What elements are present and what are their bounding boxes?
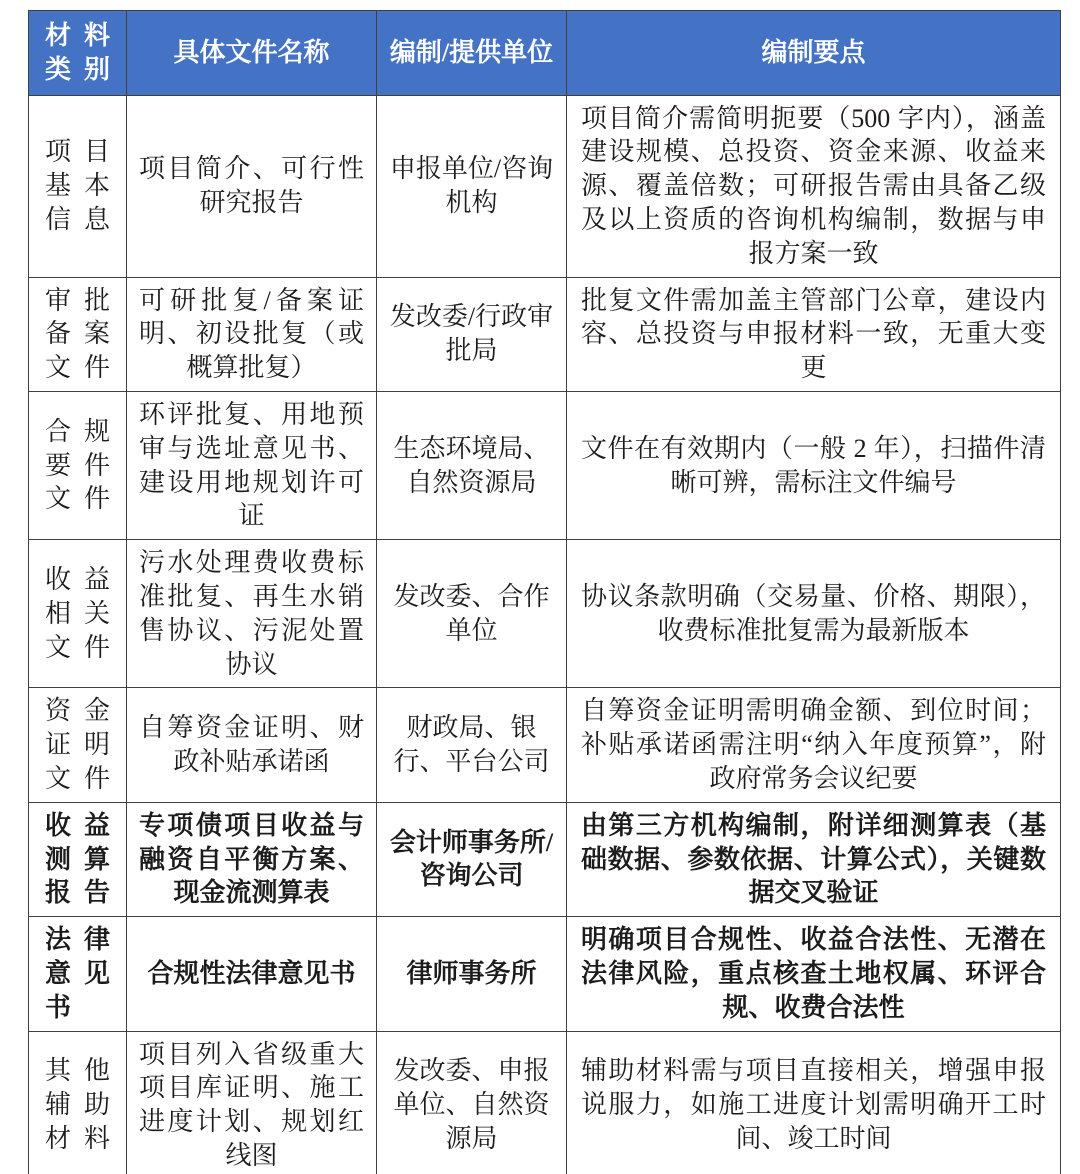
- documents-cell: 合规性法律意见书: [127, 917, 377, 1031]
- category-cell: 其他辅助材料: [29, 1031, 127, 1174]
- table-header: [29, 11, 1061, 96]
- category-cell: 法律意见书: [29, 917, 127, 1031]
- documents-cell: 污水处理费收费标准批复、再生水销售协议、污泥处置协议: [127, 540, 377, 688]
- table-row: [29, 1031, 1061, 1174]
- unit-cell: 发改委、申报单位、自然资源局: [377, 1031, 567, 1174]
- table-row: [29, 95, 1061, 277]
- table-row: [29, 391, 1061, 539]
- table-body: [29, 95, 1061, 1174]
- materials-table: [28, 10, 1061, 1174]
- table-row: [29, 688, 1061, 802]
- column-header-points: 编制要点: [567, 11, 1061, 96]
- documents-cell: 自筹资金证明、财政补贴承诺函: [127, 688, 377, 802]
- unit-cell: 发改委、合作单位: [377, 540, 567, 688]
- documents-cell: 项目简介、可行性研究报告: [127, 95, 377, 277]
- category-cell: 项目基本信息: [29, 95, 127, 277]
- header-row: [29, 11, 1061, 96]
- category-cell: 收益测算报告: [29, 802, 127, 916]
- points-cell: 自筹资金证明需明确金额、到位时间；补贴承诺函需注明“纳入年度预算”，附政府常务会议纪要: [567, 688, 1061, 802]
- table-row: [29, 802, 1061, 916]
- category-cell: 审批备案文件: [29, 277, 127, 391]
- unit-cell: 申报单位/咨询机构: [377, 95, 567, 277]
- column-header-unit: 编制/提供单位: [377, 11, 567, 96]
- category-cell: 合规要件文件: [29, 391, 127, 539]
- points-cell: 由第三方机构编制，附详细测算表（基础数据、参数依据、计算公式），关键数据交叉验证: [567, 802, 1061, 916]
- points-cell: 批复文件需加盖主管部门公章，建设内容、总投资与申报材料一致，无重大变更: [567, 277, 1061, 391]
- points-cell: 辅助材料需与项目直接相关，增强申报说服力，如施工进度计划需明确开工时间、竣工时间: [567, 1031, 1061, 1174]
- unit-cell: 财政局、银行、平台公司: [377, 688, 567, 802]
- points-cell: 协议条款明确（交易量、价格、期限），收费标准批复需为最新版本: [567, 540, 1061, 688]
- unit-cell: 发改委/行政审批局: [377, 277, 567, 391]
- points-cell: 明确项目合规性、收益合法性、无潜在法律风险，重点核查土地权属、环评合规、收费合法性: [567, 917, 1061, 1031]
- points-cell: 项目简介需简明扼要（500 字内），涵盖建设规模、总投资、资金来源、收益来源、覆盖倍数；可研报告需由具备乙级及以上资质的咨询机构编制，数据与申报方案一致: [567, 95, 1061, 277]
- table-row: [29, 277, 1061, 391]
- unit-cell: 生态环境局、自然资源局: [377, 391, 567, 539]
- points-cell: 文件在有效期内（一般 2 年），扫描件清晰可辨，需标注文件编号: [567, 391, 1061, 539]
- documents-cell: 专项债项目收益与融资自平衡方案、现金流测算表: [127, 802, 377, 916]
- documents-cell: 环评批复、用地预审与选址意见书、建设用地规划许可证: [127, 391, 377, 539]
- unit-cell: 会计师事务所/咨询公司: [377, 802, 567, 916]
- unit-cell: 律师事务所: [377, 917, 567, 1031]
- documents-cell: 可研批复/备案证明、初设批复（或概算批复）: [127, 277, 377, 391]
- table-row: [29, 917, 1061, 1031]
- table-row: [29, 540, 1061, 688]
- category-cell: 资金证明文件: [29, 688, 127, 802]
- category-cell: 收益相关文件: [29, 540, 127, 688]
- documents-cell: 项目列入省级重大项目库证明、施工进度计划、规划红线图: [127, 1031, 377, 1174]
- column-header-documents: 具体文件名称: [127, 11, 377, 96]
- column-header-category: 材料类别: [29, 11, 127, 96]
